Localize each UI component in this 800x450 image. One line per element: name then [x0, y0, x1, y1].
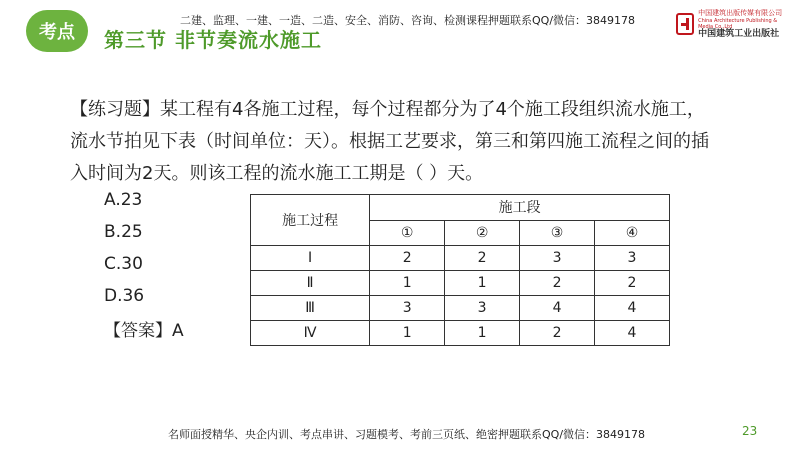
- table-row: [251, 246, 670, 271]
- answer-text: 【答案】A: [104, 321, 184, 341]
- section-title: 第三节 非节奏流水施工: [104, 28, 322, 52]
- process-label: Ⅲ: [251, 296, 370, 321]
- publisher-name-en: China Architecture Publishing & Media Co.,Ltd: [698, 18, 778, 30]
- table-cell: 1: [445, 321, 520, 346]
- table-cell: 3: [445, 296, 520, 321]
- contact-banner: 二建、监理、一建、一造、二造、安全、消防、咨询、检测课程押题联系QQ/微信：3849178: [180, 14, 636, 27]
- table-cell: 3: [595, 246, 670, 271]
- table-header-row: [251, 195, 670, 221]
- process-label: Ⅳ: [251, 321, 370, 346]
- publisher-logo: [676, 10, 788, 38]
- segment-label: ①: [370, 220, 445, 246]
- table-cell: 2: [595, 271, 670, 296]
- segment-header: 施工段: [370, 195, 670, 221]
- option-d: D.36: [104, 286, 145, 306]
- table-row: [251, 321, 670, 346]
- question-text: 【练习题】某工程有4各施工过程，每个过程都分为了4个施工段组织流水施工，流水节拍见下表（时间单位：天）。根据工艺要求，第三和第四施工流程之间的插入时间为2天。则该工程的流水施工工期是（ ）天。: [70, 99, 709, 184]
- table-cell: 1: [445, 271, 520, 296]
- segment-label: ③: [520, 220, 595, 246]
- table-cell: 2: [520, 321, 595, 346]
- table-cell: 2: [445, 246, 520, 271]
- segment-label: ④: [595, 220, 670, 246]
- segment-label: ②: [445, 220, 520, 246]
- option-c: C.30: [104, 254, 143, 274]
- process-header: 施工过程: [251, 195, 370, 246]
- rhythm-table: [250, 194, 670, 346]
- table-row: [251, 296, 670, 321]
- publisher-text: [698, 9, 788, 39]
- publisher-name-cn2: 中国建筑工业出版社: [698, 29, 780, 39]
- table-cell: 1: [370, 271, 445, 296]
- footer-contact: 名师面授精华、央企内训、考点串讲、习题模考、考前三页纸、绝密押题联系QQ/微信：3849178: [168, 428, 646, 441]
- table-cell: 2: [370, 246, 445, 271]
- table-cell: 4: [595, 296, 670, 321]
- process-label: Ⅱ: [251, 271, 370, 296]
- page-number: 23: [742, 424, 758, 438]
- table-cell: 3: [520, 246, 595, 271]
- publisher-name-cn: 中国建筑出版传媒有限公司: [698, 9, 783, 17]
- topic-badge: 考点: [26, 10, 88, 52]
- publisher-emblem-icon: [676, 13, 694, 35]
- table-cell: 2: [520, 271, 595, 296]
- table-row: [251, 271, 670, 296]
- table-cell: 1: [370, 321, 445, 346]
- table-cell: 3: [370, 296, 445, 321]
- table-cell: 4: [595, 321, 670, 346]
- process-label: Ⅰ: [251, 246, 370, 271]
- option-b: B.25: [104, 222, 143, 242]
- table-cell: 4: [520, 296, 595, 321]
- option-a: A.23: [104, 190, 143, 210]
